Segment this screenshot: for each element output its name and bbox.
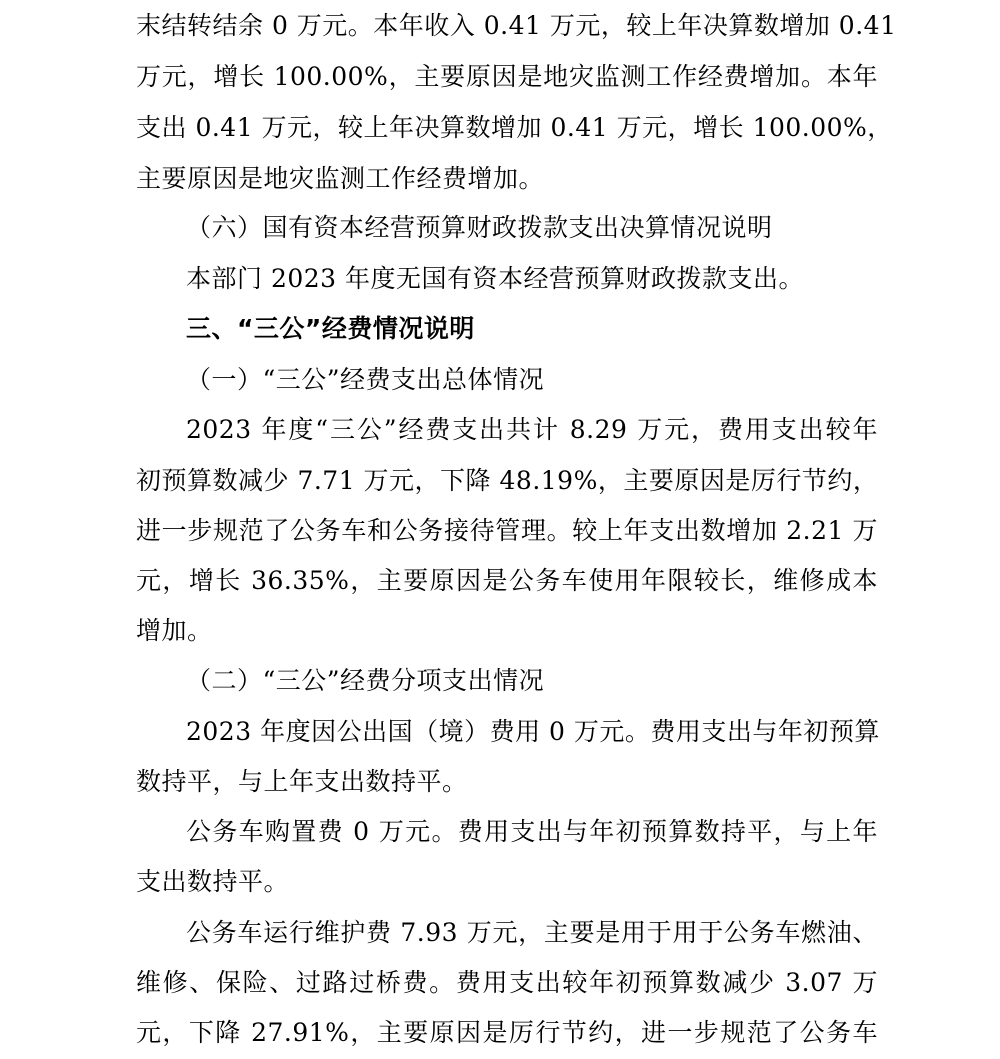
paragraph-line-3: 支出 0.41 万元，较上年决算数增加 0.41 万元，增长 100.00%， — [136, 113, 893, 142]
paragraph-line-6: 2023 年度“三公”经费支出共计 8.29 万元，费用支出较年 — [186, 415, 878, 444]
paragraph-line-4: 主要原因是地灾监测工作经费增加。 — [136, 164, 545, 193]
paragraph-line-2: 万元，增长 100.00%，主要原因是地灾监测工作经费增加。本年 — [136, 62, 878, 91]
paragraph-line-5: 本部门 2023 年度无国有资本经营预算财政拨款支出。 — [186, 264, 805, 293]
paragraph-line-15: 公务车运行维护费 7.93 万元，主要是用于用于公务车燃油、 — [186, 918, 878, 947]
section-heading-2: （二）“三公”经费分项支出情况 — [186, 666, 545, 695]
paragraph-line-14: 支出数持平。 — [136, 867, 290, 896]
paragraph-line-11: 2023 年度因公出国（境）费用 0 万元。费用支出与年初预算 — [186, 717, 880, 746]
paragraph-line-13: 公务车购置费 0 万元。费用支出与年初预算数持平，与上年 — [186, 817, 878, 846]
paragraph-line-7: 初预算数减少 7.71 万元，下降 48.19%，主要原因是厉行节约， — [136, 466, 879, 495]
paragraph-line-16: 维修、保险、过路过桥费。费用支出较年初预算数减少 3.07 万 — [136, 968, 878, 997]
chapter-heading-3: 三、“三公”经费情况说明 — [186, 314, 475, 343]
paragraph-line-9: 元，增长 36.35%，主要原因是公务车使用年限较长，维修成本 — [136, 566, 878, 595]
section-heading-1: （一）“三公”经费支出总体情况 — [186, 365, 545, 394]
paragraph-line-8: 进一步规范了公务车和公务接待管理。较上年支出数增加 2.21 万 — [136, 516, 878, 545]
paragraph-line-12: 数持平，与上年支出数持平。 — [136, 767, 468, 796]
paragraph-line-17: 元，下降 27.91%，主要原因是厉行节约，进一步规范了公务车 — [136, 1018, 878, 1047]
paragraph-line-1: 末结转结余 0 万元。本年收入 0.41 万元，较上年决算数增加 0.41 — [136, 11, 897, 40]
section-heading-6: （六）国有资本经营预算财政拨款支出决算情况说明 — [186, 213, 773, 242]
paragraph-line-10: 增加。 — [136, 616, 213, 645]
